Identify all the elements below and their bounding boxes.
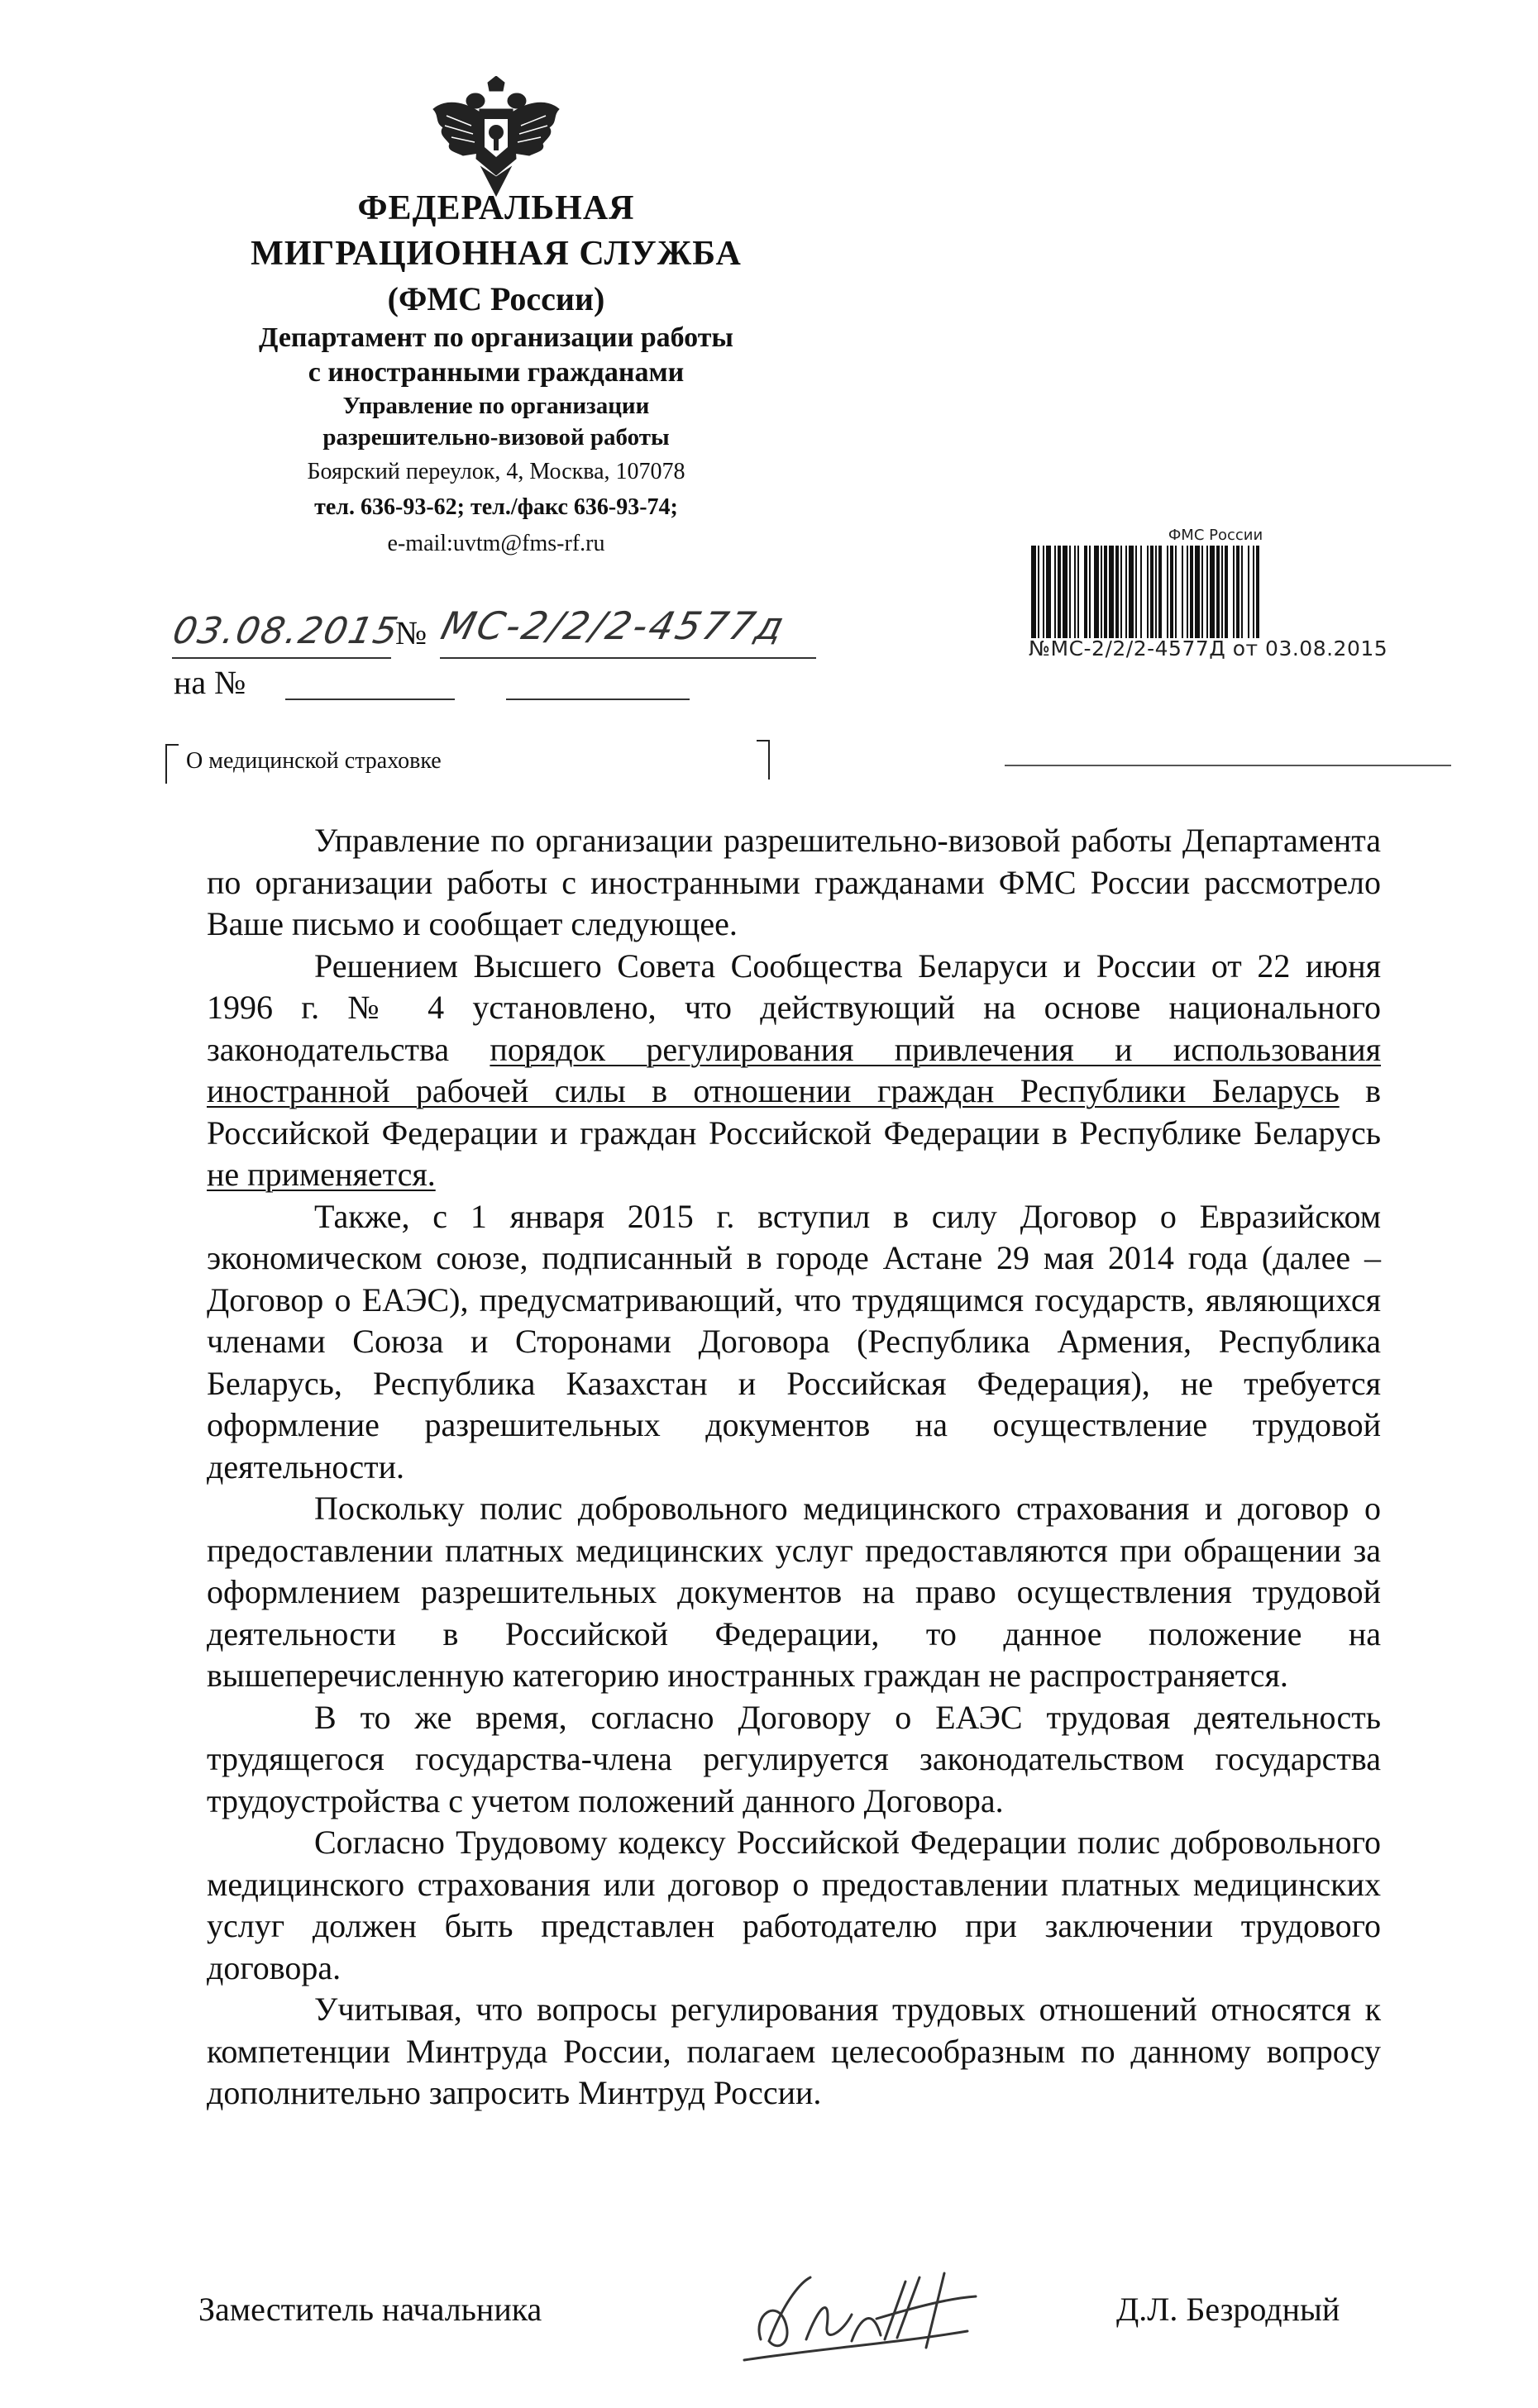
barcode bbox=[1029, 546, 1381, 638]
barcode-bar bbox=[1140, 546, 1142, 638]
paragraph-2-part-b: в Российской Федерации и граждан Российской Федерации в Республике Беларусь bbox=[207, 1072, 1381, 1152]
barcode-bar bbox=[1150, 546, 1154, 638]
date-underline bbox=[172, 657, 391, 659]
barcode-bar bbox=[1101, 546, 1102, 638]
org-address: Боярский переулок, 4, Москва, 107078 bbox=[307, 459, 685, 484]
department-line1: Департамент по организации работы bbox=[259, 322, 733, 353]
org-name-line1: ФЕДЕРАЛЬНАЯ bbox=[357, 189, 635, 227]
paragraph-2-underlined-1: порядок регулирования привлечения и использования иностранной рабочей силы в отношении граждан Республики Беларусь bbox=[207, 1030, 1381, 1109]
barcode-bar bbox=[1225, 546, 1228, 638]
handwritten-signature bbox=[728, 2248, 1001, 2372]
barcode-bar bbox=[1120, 546, 1122, 638]
barcode-bar bbox=[1129, 546, 1134, 638]
barcode-bar bbox=[1182, 546, 1183, 638]
double-headed-eagle-emblem bbox=[430, 76, 562, 200]
org-phones: тел. 636-93-62; тел./факс 636-93-74; bbox=[314, 494, 678, 520]
barcode-bar bbox=[1125, 546, 1127, 638]
barcode-bar bbox=[1054, 546, 1056, 638]
barcode-bar bbox=[1155, 546, 1157, 638]
barcode-bar bbox=[1074, 546, 1076, 638]
registration-date: 03.08.2015 bbox=[169, 610, 404, 652]
org-email: e-mail:uvtm@fms-rf.ru bbox=[387, 531, 605, 556]
barcode-bar bbox=[1089, 546, 1091, 638]
department-line2: с иностранными гражданами bbox=[308, 357, 685, 388]
barcode-bar bbox=[1210, 546, 1215, 638]
barcode-bar bbox=[1147, 546, 1149, 638]
barcode-bar bbox=[1256, 546, 1259, 638]
number-underline bbox=[440, 657, 816, 659]
barcode-bar bbox=[1167, 546, 1168, 638]
barcode-bar bbox=[1063, 546, 1068, 638]
paragraph-3: Также, с 1 января 2015 г. вступил в силу Договор о Евразийском экономическом союзе, подписанный в городе Астане 29 мая 2014 года (далее – Договор о ЕАЭС), предусматривающий, что трудящимся государств, являющихся членами Союза и Сторонами Договора (Республика Армения, Республика Беларусь, Республика Казахстан и Российская Федерация), не требуется оформление разрешительных документов на осуществление трудовой деятельности. bbox=[207, 1197, 1381, 1485]
barcode-bar bbox=[1201, 546, 1203, 638]
barcode-bar bbox=[1158, 546, 1162, 638]
barcode-bar bbox=[1046, 546, 1051, 638]
registration-number: МС-2/2/2-4577д bbox=[437, 603, 791, 648]
barcode-bar bbox=[1236, 546, 1239, 638]
recipient-line bbox=[1005, 765, 1451, 766]
paragraph-2 bbox=[207, 946, 1381, 1196]
letter-body bbox=[207, 820, 1381, 2115]
barcode-bar bbox=[1069, 546, 1071, 638]
barcode-bar bbox=[1241, 546, 1243, 638]
barcode-bar bbox=[1043, 546, 1044, 638]
barcode-bar bbox=[1206, 546, 1208, 638]
paragraph-1: Управление по организации разрешительно-визовой работы Департамента по организации работы с иностранными гражданами ФМС России рассмотрело Ваше письмо и сообщает следующее. bbox=[207, 822, 1381, 942]
barcode-bar bbox=[1135, 546, 1137, 638]
org-name-line2: МИГРАЦИОННАЯ СЛУЖБА bbox=[251, 235, 742, 273]
signatory-name: Д.Л. Безродный bbox=[1116, 2291, 1340, 2328]
barcode-bar bbox=[1077, 546, 1079, 638]
barcode-bar bbox=[1104, 546, 1107, 638]
stamp-title: ФМС России bbox=[1168, 527, 1263, 544]
reply-number-blank bbox=[506, 699, 690, 700]
barcode-bar bbox=[1187, 546, 1188, 638]
stamp-registration-text: №МС-2/2/2-4577Д от 03.08.2015 bbox=[1029, 637, 1388, 660]
barcode-bar bbox=[1216, 546, 1220, 638]
barcode-bar bbox=[1084, 546, 1087, 638]
barcode-bar bbox=[1195, 546, 1200, 638]
reply-to-label: на № bbox=[174, 664, 246, 701]
paragraph-5: В то же время, согласно Договору о ЕАЭС трудовая деятельность трудящегося государства-члена регулируется законодательством государства трудоустройства с учетом положений данного Договора. bbox=[207, 1698, 1381, 1819]
reply-date-blank bbox=[285, 699, 455, 700]
barcode-bar bbox=[1031, 546, 1036, 638]
barcode-bar bbox=[1094, 546, 1099, 638]
signatory-position: Заместитель начальника bbox=[198, 2291, 542, 2328]
barcode-bar bbox=[1253, 546, 1254, 638]
subject-bracket-right bbox=[757, 740, 770, 780]
barcode-bar bbox=[1109, 546, 1114, 638]
paragraph-6: Согласно Трудовому кодексу Российской Федерации полис добровольного медицинского страхования или договор о предоставлении платных медицинских услуг должен быть представлен работодателю при заключении трудового договора. bbox=[207, 1824, 1381, 1986]
subject-bracket-left bbox=[165, 744, 179, 784]
barcode-bar bbox=[1038, 546, 1039, 638]
barcode-bar bbox=[1221, 546, 1223, 638]
division-line1: Управление по организации bbox=[342, 393, 650, 419]
barcode-bar bbox=[1190, 546, 1193, 638]
division-line2: разрешительно-визовой работы bbox=[322, 424, 670, 451]
barcode-bar bbox=[1058, 546, 1061, 638]
barcode-bar bbox=[1175, 546, 1177, 638]
barcode-bar bbox=[1248, 546, 1249, 638]
barcode-bar bbox=[1115, 546, 1119, 638]
org-short-name: (ФМС России) bbox=[387, 280, 605, 317]
paragraph-2-part-a: Решением Высшего Совета Сообщества Беларуси и России от 22 июня 1996 г. № 4 установлено, что действующий на основе национального законодательства bbox=[207, 947, 1381, 1068]
paragraph-2-underlined-2: не применяется. bbox=[207, 1156, 436, 1193]
barcode-bar bbox=[1170, 546, 1173, 638]
paragraph-7: Учитывая, что вопросы регулирования трудовых отношений относятся к компетенции Минтруда России, полагаем целесообразным по данному вопросу дополнительно запросить Минтруд России. bbox=[207, 1991, 1381, 2111]
registration-number-label: № bbox=[395, 614, 427, 651]
letter-subject: О медицинской страховке bbox=[186, 748, 442, 774]
barcode-bar bbox=[1233, 546, 1235, 638]
paragraph-4: Поскольку полис добровольного медицинского страхования и договор о предоставлении платных медицинских услуг предоставляются при обращении за оформлением разрешительных документов на право осуществления трудовой деятельности в Российской Федерации, то данное положение на вышеперечисленную категорию иностранных граждан не распространяется. bbox=[207, 1490, 1381, 1694]
